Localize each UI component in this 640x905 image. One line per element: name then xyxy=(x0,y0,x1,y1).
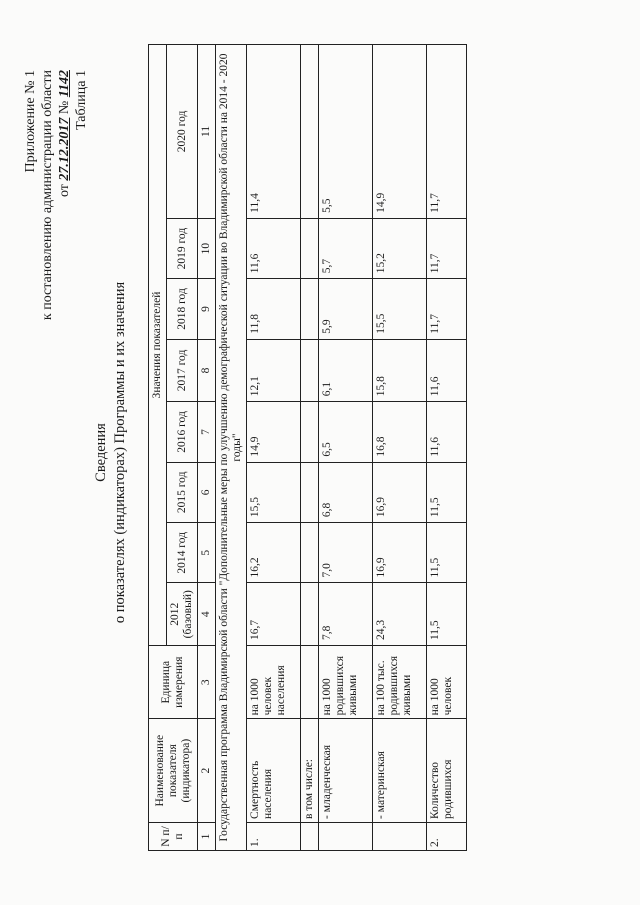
row-name: - материнская xyxy=(373,719,427,823)
appendix-header xyxy=(22,70,73,320)
table-label: Таблица 1 xyxy=(74,70,89,130)
header-year: 2016 год xyxy=(167,402,198,462)
column-number: 1 xyxy=(198,822,216,850)
header-year: 2017 год xyxy=(167,339,198,402)
header-year: 2018 год xyxy=(167,279,198,339)
row-value: 6,5 xyxy=(319,402,373,462)
column-number: 11 xyxy=(198,45,216,219)
row-value: 11,7 xyxy=(427,218,467,278)
row-value: 11,8 xyxy=(247,279,301,339)
column-number: 3 xyxy=(198,646,216,719)
row-value: 15,2 xyxy=(373,218,427,278)
column-number: 10 xyxy=(198,218,216,278)
date-prefix: от xyxy=(57,184,72,198)
row-unit: на 1000 человек населения xyxy=(247,646,301,719)
row-value: 7,0 xyxy=(319,523,373,583)
row-value: 5,9 xyxy=(319,279,373,339)
header-values-group: Значения показателей xyxy=(149,45,167,646)
row-value: 16,8 xyxy=(373,402,427,462)
row-value xyxy=(301,462,319,522)
row-value xyxy=(301,402,319,462)
row-num xyxy=(301,822,319,850)
program-title: Государственная программа Владимирской области "Дополнительные меры по улучшению демографической ситуации во Владимирской области на 2014 - 2020 годы" xyxy=(216,45,247,851)
row-unit xyxy=(301,646,319,719)
resolution-date: 27.12.2017 xyxy=(57,117,72,181)
row-name: Смертность населения xyxy=(247,719,301,823)
header-year: 2014 год xyxy=(167,523,198,583)
header-num: N п/п xyxy=(149,822,198,850)
row-value xyxy=(301,279,319,339)
column-number: 9 xyxy=(198,279,216,339)
column-number: 2 xyxy=(198,719,216,823)
header-name: Наименование показателя (индикатора) xyxy=(149,719,198,823)
program-row xyxy=(216,45,247,851)
date-number-line xyxy=(56,70,73,320)
column-numbers-row xyxy=(198,45,216,851)
row-unit: на 100 тыс. родившихся живыми xyxy=(373,646,427,719)
row-value: 12,1 xyxy=(247,339,301,402)
header-unit: Единица измерения xyxy=(149,646,198,719)
resolution-line: к постановлению администрации области xyxy=(40,70,55,321)
column-number: 5 xyxy=(198,523,216,583)
row-unit: на 1000 родившихся живыми xyxy=(319,646,373,719)
row-value: 11,5 xyxy=(427,462,467,522)
row-value: 16,9 xyxy=(373,523,427,583)
row-value: 5,5 xyxy=(319,45,373,219)
row-value: 11,7 xyxy=(427,45,467,219)
row-value: 5,7 xyxy=(319,218,373,278)
row-unit: на 1000 человек xyxy=(427,646,467,719)
document-title xyxy=(92,0,130,905)
row-value: 11,5 xyxy=(427,523,467,583)
title-line-1: Сведения xyxy=(93,423,109,482)
column-number: 7 xyxy=(198,402,216,462)
header-year: 2015 год xyxy=(167,462,198,522)
header-year: 2019 год xyxy=(167,218,198,278)
row-value xyxy=(301,218,319,278)
row-value: 11,6 xyxy=(247,218,301,278)
row-value: 15,5 xyxy=(247,462,301,522)
row-value: 16,2 xyxy=(247,523,301,583)
title-line-2: о показателях (индикаторах) Программы и их значения xyxy=(112,281,128,624)
row-value: 6,1 xyxy=(319,339,373,402)
row-value: 15,8 xyxy=(373,339,427,402)
table-row xyxy=(247,45,301,851)
row-value xyxy=(301,523,319,583)
row-num: 1. xyxy=(247,822,301,850)
row-value xyxy=(301,339,319,402)
row-value: 11,4 xyxy=(247,45,301,219)
row-value xyxy=(301,45,319,219)
row-value: 6,8 xyxy=(319,462,373,522)
row-value: 7,8 xyxy=(319,583,373,646)
row-value: 14,9 xyxy=(373,45,427,219)
table-row xyxy=(373,45,427,851)
column-number: 4 xyxy=(198,583,216,646)
table-row xyxy=(319,45,373,851)
row-num xyxy=(319,822,373,850)
header-year: 2020 год xyxy=(167,45,198,219)
table-row xyxy=(427,45,467,851)
row-name: - младенческая xyxy=(319,719,373,823)
row-value: 14,9 xyxy=(247,402,301,462)
row-name: в том числе: xyxy=(301,719,319,823)
row-value: 16,7 xyxy=(247,583,301,646)
row-value: 16,9 xyxy=(373,462,427,522)
row-value xyxy=(301,583,319,646)
row-value: 11,6 xyxy=(427,402,467,462)
column-number: 6 xyxy=(198,462,216,522)
column-number: 8 xyxy=(198,339,216,402)
row-value: 11,7 xyxy=(427,279,467,339)
row-name: Количество родившихся xyxy=(427,719,467,823)
appendix-line: Приложение № 1 xyxy=(23,70,38,173)
row-value: 24,3 xyxy=(373,583,427,646)
resolution-number: 1142 xyxy=(57,70,72,98)
row-value: 11,5 xyxy=(427,583,467,646)
indicators-table xyxy=(148,44,467,851)
row-num xyxy=(373,822,427,850)
table-row xyxy=(301,45,319,851)
number-prefix: № xyxy=(57,100,72,115)
row-value: 15,5 xyxy=(373,279,427,339)
row-value: 11,6 xyxy=(427,339,467,402)
row-num: 2. xyxy=(427,822,467,850)
header-year: 2012 (базовый) xyxy=(167,583,198,646)
